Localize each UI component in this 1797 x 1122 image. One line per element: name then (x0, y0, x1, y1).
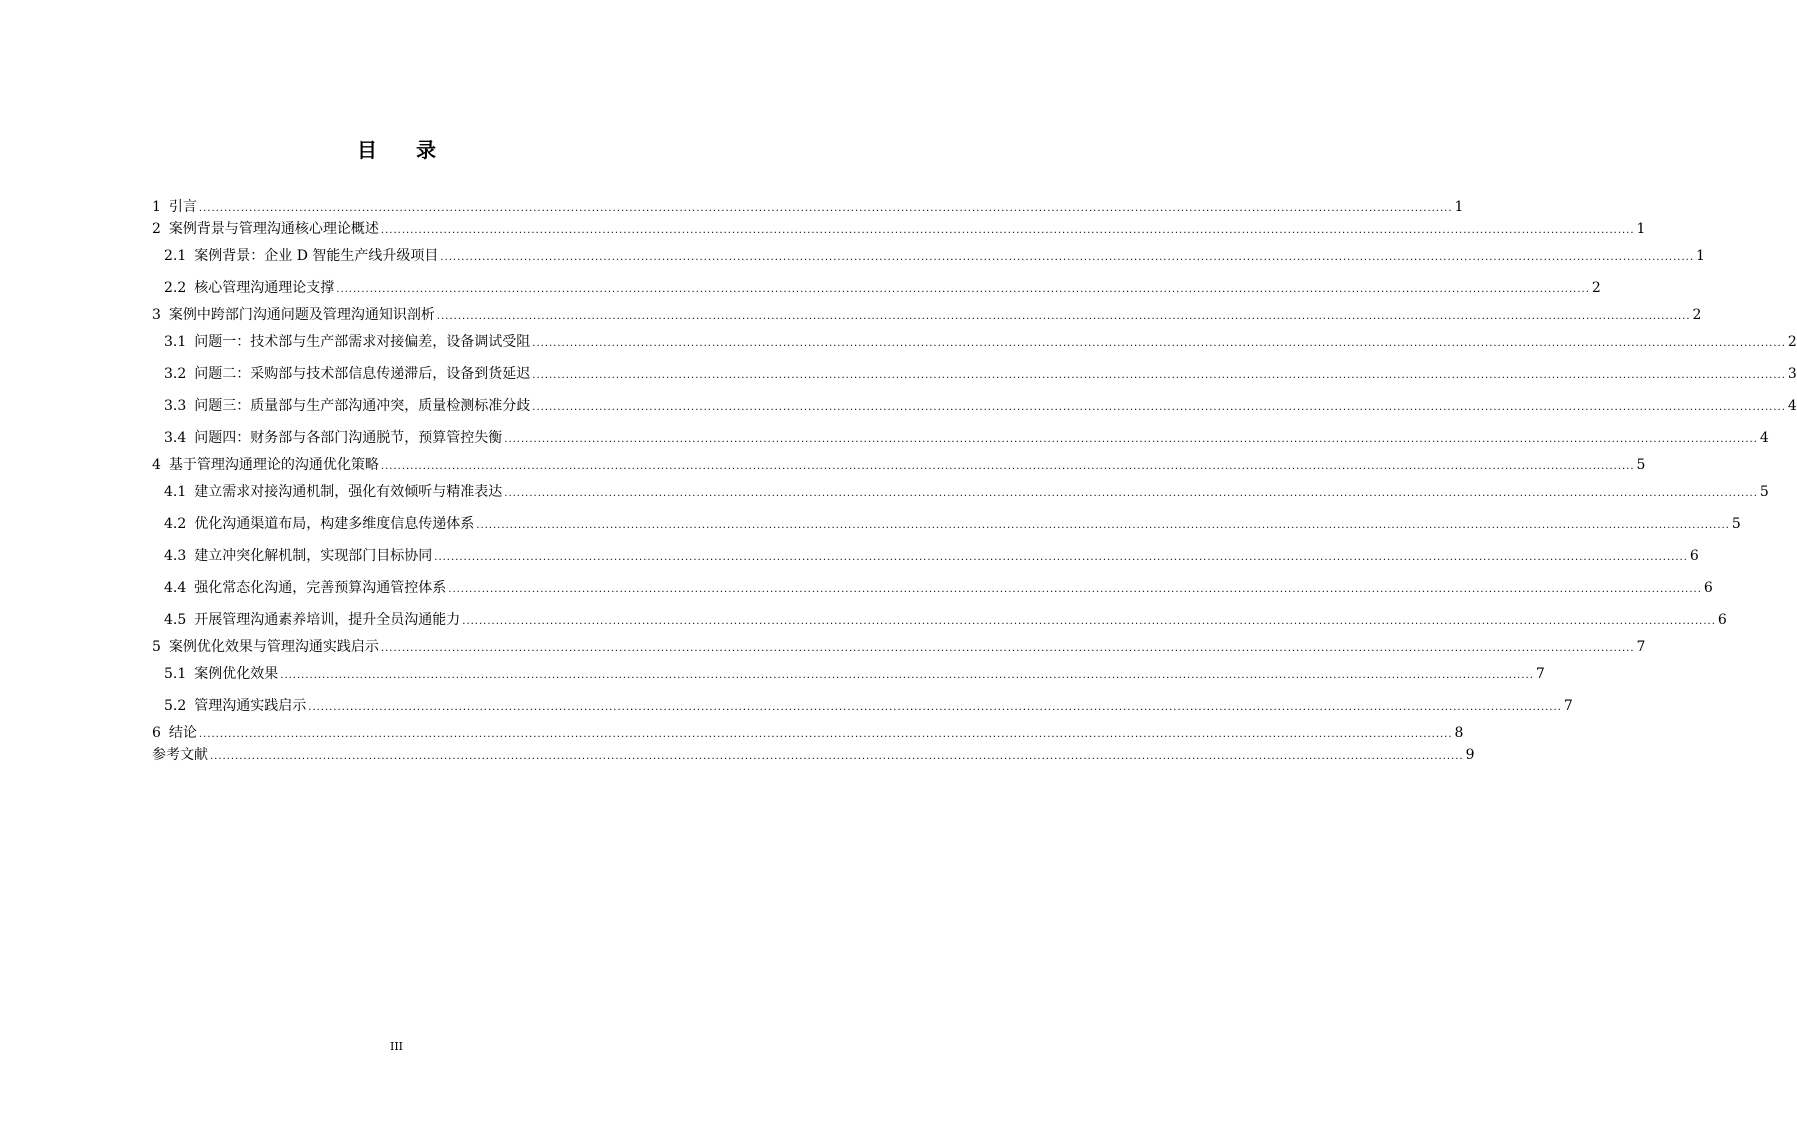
toc-entry[interactable] (152, 454, 1646, 476)
toc-entry-number: 3 (152, 307, 161, 323)
toc-entry[interactable] (152, 690, 1573, 722)
toc-entry[interactable] (152, 240, 1705, 272)
toc-dot-leader: ............................................................................................................................................................................................................................................................................................................ (532, 338, 1786, 349)
toc-entry-number: 2.2 (164, 280, 187, 296)
toc-entry[interactable] (152, 540, 1699, 572)
toc-entry-page: 5 (1731, 516, 1741, 532)
toc-entry[interactable] (152, 390, 1797, 422)
toc-entry[interactable] (152, 272, 1601, 304)
toc-entry-number: 3.1 (164, 334, 187, 350)
toc-dot-leader: ............................................................................................................................................................................................................................................................................................................ (504, 434, 1758, 445)
toc-entry-page: 6 (1717, 612, 1727, 628)
toc-entry-page: 1 (1696, 248, 1705, 264)
toc-dot-leader: ............................................................................................................................................................................................................................................................................................................ (336, 284, 1590, 295)
toc-entry-title: 问题三：质量部与生产部沟通冲突，质量检测标准分歧 (194, 398, 531, 414)
toc-entry-page: 7 (1535, 666, 1545, 682)
toc-entry-page: 7 (1636, 639, 1646, 655)
toc-entry-page: 4 (1759, 430, 1769, 446)
toc-dot-leader: ............................................................................................................................................................................................................................................................................................................ (448, 584, 1702, 595)
toc-entry-page: 4 (1787, 398, 1797, 414)
toc-entry-page: 1 (1636, 221, 1646, 237)
toc-entry-title: 管理沟通实践启示 (194, 698, 307, 714)
toc-dot-leader: ............................................................................................................................................................................................................................................................................................................ (198, 729, 1453, 740)
toc-entry[interactable] (152, 476, 1769, 508)
toc-entry-title: 问题四：财务部与各部门沟通脱节，预算管控失衡 (194, 430, 503, 446)
toc-dot-leader: ............................................................................................................................................................................................................................................................................................................ (436, 311, 1691, 322)
toc-entry-number: 4.1 (164, 484, 187, 500)
toc-entry-title: 核心管理沟通理论支撑 (194, 280, 335, 296)
toc-entry-page: 5 (1636, 457, 1646, 473)
toc-entry[interactable] (152, 508, 1741, 540)
toc-entry-number: 6 (152, 725, 161, 741)
toc-entry-title: 参考文献 (152, 747, 208, 763)
toc-entry-number: 4.3 (164, 548, 187, 564)
toc-entry-page: 1 (1454, 199, 1464, 215)
toc-entry-title: 案例优化效果与管理沟通实践启示 (168, 639, 379, 655)
toc-entry-title: 问题一：技术部与生产部需求对接偏差，设备调试受阻 (194, 334, 531, 350)
toc-entry-number: 4 (152, 457, 161, 473)
toc-entry-title: 问题二：采购部与技术部信息传递滞后，设备到货延迟 (194, 366, 531, 382)
toc-entry[interactable] (152, 326, 1797, 358)
toc-entry[interactable] (152, 422, 1769, 454)
toc-entry[interactable] (152, 658, 1545, 690)
toc-entry-title: 案例背景与管理沟通核心理论概述 (168, 221, 379, 237)
toc-entry-title: 案例中跨部门沟通问题及管理沟通知识剖析 (168, 307, 435, 323)
toc-entry[interactable] (152, 196, 1464, 218)
toc-dot-leader: ............................................................................................................................................................................................................................................................................................................ (198, 203, 1453, 214)
toc-entry-number: 2 (152, 221, 161, 237)
toc-dot-leader: ............................................................................................................................................................................................................................................................................................................ (532, 402, 1786, 413)
toc-dot-leader: ............................................................................................................................................................................................................................................................................................................ (434, 552, 1688, 563)
toc-entry-title: 优化沟通渠道布局，构建多维度信息传递体系 (194, 516, 475, 532)
toc-entry-page: 7 (1563, 698, 1573, 714)
toc-entry-page: 2 (1787, 334, 1797, 350)
toc-entry-number: 2.1 (164, 248, 187, 264)
toc-dot-leader: ............................................................................................................................................................................................................................................................................................................ (380, 461, 1635, 472)
toc-entry[interactable] (152, 304, 1702, 326)
table-of-contents (152, 196, 1797, 766)
toc-entry[interactable] (152, 604, 1727, 636)
toc-entry-title: 建立冲突化解机制，实现部门目标协同 (194, 548, 433, 564)
toc-entry-title: 案例优化效果 (194, 666, 279, 682)
toc-entry-page: 3 (1787, 366, 1797, 382)
toc-entry-number: 1 (152, 199, 161, 215)
toc-entry[interactable] (152, 636, 1646, 658)
toc-entry-number: 5.1 (164, 666, 187, 682)
toc-dot-leader: ............................................................................................................................................................................................................................................................................................................ (380, 225, 1635, 236)
toc-entry-page: 2 (1591, 280, 1601, 296)
toc-dot-leader: ............................................................................................................................................................................................................................................................................................................ (210, 751, 1464, 762)
toc-entry-number: 3.2 (164, 366, 187, 382)
toc-entry-title: 案例背景：企业 D 智能生产线升级项目 (194, 248, 439, 264)
toc-entry-title: 强化常态化沟通，完善预算沟通管控体系 (194, 580, 447, 596)
toc-dot-leader: ............................................................................................................................................................................................................................................................................................................ (280, 670, 1534, 681)
toc-entry-title: 结论 (168, 725, 197, 741)
toc-entry-number: 4.4 (164, 580, 187, 596)
toc-dot-leader: ............................................................................................................................................................................................................................................................................................................ (476, 520, 1730, 531)
toc-entry[interactable] (152, 722, 1464, 744)
toc-entry-number: 5.2 (164, 698, 187, 714)
toc-entry-number: 5 (152, 639, 161, 655)
toc-entry-number: 3.4 (164, 430, 187, 446)
page-number: III (389, 1040, 404, 1053)
toc-dot-leader: ............................................................................................................................................................................................................................................................................................................ (380, 643, 1635, 654)
toc-entry[interactable] (152, 744, 1475, 766)
toc-entry-title: 建立需求对接沟通机制，强化有效倾听与精准表达 (194, 484, 503, 500)
toc-entry-title: 开展管理沟通素养培训，提升全员沟通能力 (194, 612, 461, 628)
toc-entry-page: 6 (1703, 580, 1713, 596)
toc-entry[interactable] (152, 218, 1646, 240)
toc-entry-page: 9 (1465, 747, 1475, 763)
toc-entry[interactable] (152, 358, 1797, 390)
toc-entry-title: 引言 (168, 199, 197, 215)
toc-entry-page: 2 (1692, 307, 1702, 323)
toc-dot-leader: ............................................................................................................................................................................................................................................................................................................ (440, 252, 1695, 263)
toc-dot-leader: ............................................................................................................................................................................................................................................................................................................ (308, 702, 1562, 713)
toc-entry-page: 6 (1689, 548, 1699, 564)
toc-dot-leader: ............................................................................................................................................................................................................................................................................................................ (532, 370, 1786, 381)
toc-entry-page: 5 (1759, 484, 1769, 500)
toc-dot-leader: ............................................................................................................................................................................................................................................................................................................ (504, 488, 1758, 499)
toc-entry-number: 3.3 (164, 398, 187, 414)
toc-entry-number: 4.5 (164, 612, 187, 628)
toc-dot-leader: ............................................................................................................................................................................................................................................................................................................ (462, 616, 1716, 627)
toc-entry-title: 基于管理沟通理论的沟通优化策略 (168, 457, 379, 473)
toc-entry-page: 8 (1454, 725, 1464, 741)
toc-entry-number: 4.2 (164, 516, 187, 532)
toc-entry[interactable] (152, 572, 1713, 604)
toc-title: 目 录 (357, 138, 452, 162)
